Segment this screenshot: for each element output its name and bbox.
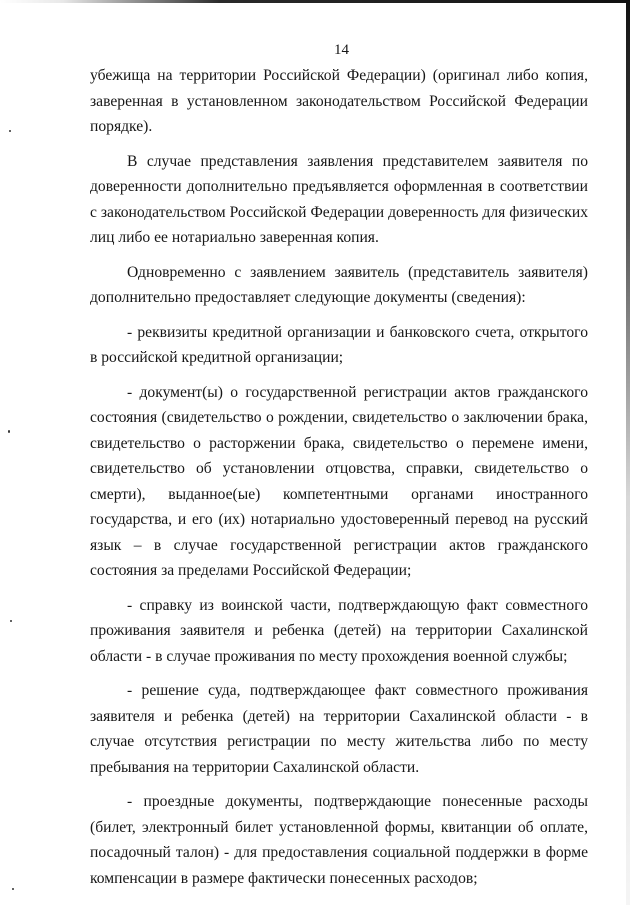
list-item-court-decision: - решение суда, подтверждающее факт совместного проживания заявителя и ребенка (детей) на территории Сахалинской области - в случае отсутствия регистрации по месту жительства либо по месту пребывания на территории Сахалинской области. [90, 682, 588, 776]
list-item-travel-documents: - проездные документы, подтверждающие понесенные расходы (билет, электронный билет установленной формы, квитанции об оплате, посадочный талон) - для предоставления социальной поддержки в форме компенсации в размере фактически понесенных расходов; [90, 793, 588, 887]
scan-speck [12, 888, 14, 890]
paragraph-continuation: убежища на территории Российской Федерации) (оригинал либо копия, заверенная в установленном законодательством Российской Федерации порядке). [90, 67, 588, 135]
scan-speck [10, 620, 12, 622]
scan-edge-right [626, 0, 630, 905]
scan-edge-top [0, 0, 630, 3]
scan-speck [8, 430, 10, 433]
page-number: 14 [334, 42, 349, 58]
list-item-civil-status-documents: - документ(ы) о государственной регистрации актов гражданского состояния (свидетельство о рождении, свидетельство о заключении брака, свидетельство о расторжении брака, свидетельство о перемене имени, свидетельство об установлении отцовства, справки, свидетельство о смерти), выданное(ые) компетентными органами иностранного государства, и его (их) нотариально удостоверенный перевод на русский язык – в случае государственной регистрации актов гражданского состояния за пределами Российской Федерации; [90, 383, 588, 579]
scan-speck [9, 130, 11, 132]
list-item-military-unit-certificate: - справку из воинской части, подтверждающую факт совместного проживания заявителя и ребенка (детей) на территории Сахалинской области - в случае проживания по месту прохождения военной службы; [90, 596, 588, 665]
paragraph-additional-documents-intro: Одновременно с заявлением заявитель (представитель заявителя) дополнительно предоставляет следующие документы (сведения): [90, 263, 588, 306]
paragraph-power-of-attorney: В случае представления заявления представителем заявителя по доверенности дополнительно предъявляется оформленная в соответствии с законодательством Российской Федерации доверенность для физических лиц либо ее нотариально заверенная копия. [90, 152, 588, 246]
document-body [90, 63, 588, 891]
list-item-bank-details: - реквизиты кредитной организации и банковского счета, открытого в российской кредитной организации; [90, 323, 588, 366]
